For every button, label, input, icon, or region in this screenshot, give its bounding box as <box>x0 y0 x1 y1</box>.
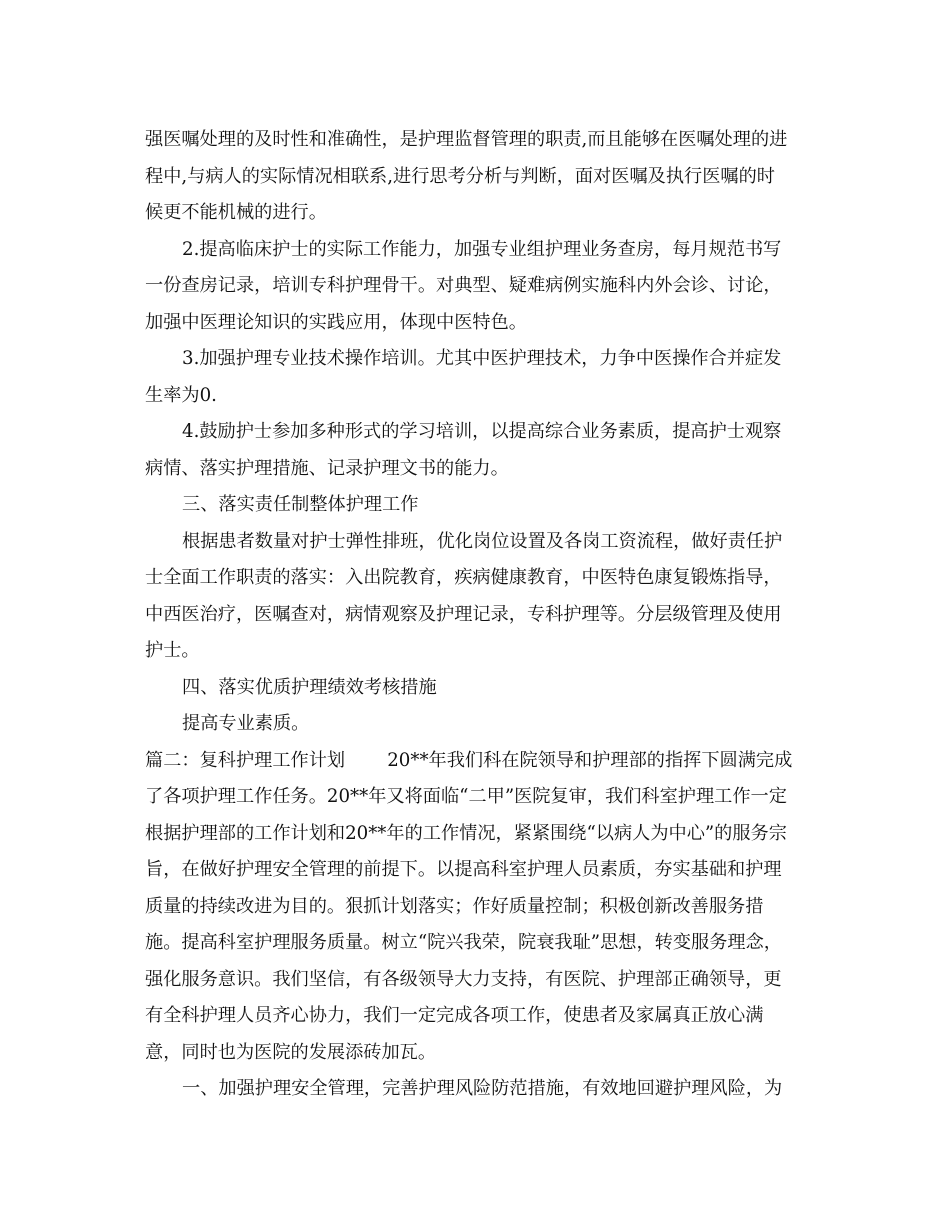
text-line: 强医嘱处理的及时性和准确性，是护理监督管理的职责,而且能够在医嘱处理的进 <box>145 129 788 150</box>
text-line: 了各项护理工作任务。20**年又将面临“二甲”医院复审，我们科室护理工作一定 <box>145 786 787 807</box>
text-line: 根据患者数量对护士弹性排班，优化岗位设置及各岗工资流程，做好责任护 <box>182 530 783 552</box>
text-line: 一份查房记录，培训专科护理骨干。对典型、疑难病例实施科内外会诊、讨论， <box>145 275 782 296</box>
text-line: 施。提高科室护理服务质量。树立“院兴我荣，院衰我耻”思想，转变服务理念， <box>145 932 782 953</box>
text-line: 中西医治疗，医嘱查对，病情观察及护理记录，专科护理等。分层级管理及使用 <box>145 603 782 625</box>
text-line: 有全科护理人员齐心协力，我们一定完成各项工作，使患者及家属真正放心满 <box>145 1005 764 1026</box>
text-line: 4.鼓励护士参加多种形式的学习培训，以提高综合业务素质，提高护士观察 <box>182 421 782 442</box>
text-line: 2.提高临床护士的实际工作能力，加强专业组护理业务查房，每月规范书写 <box>182 238 782 260</box>
text-line: 意，同时也为医院的发展添砖加瓦。 <box>145 1041 437 1063</box>
text-line: 旨，在做好护理安全管理的前提下。以提高科室护理人员素质，夯实基础和护理 <box>145 859 782 880</box>
text-line: 病情、落实护理措施、记录护理文书的能力。 <box>145 457 509 479</box>
text-line: 四、落实优质护理绩效考核措施 <box>182 676 437 698</box>
text-line: 士全面工作职责的落实：入出院教育，疾病健康教育，中医特色康复锻炼指导， <box>145 567 782 588</box>
document-body <box>145 122 810 1108</box>
text-line: 加强中医理论知识的实践应用，体现中医特色。 <box>145 311 527 333</box>
text-line: 强化服务意识。我们坚信，有各级领导大力支持，有医院、护理部正确领导，更 <box>145 968 782 990</box>
text-line: 护士。 <box>145 640 200 661</box>
text-line: 3.加强护理专业技术操作培训。尤其中医护理技术，力争中医操作合并症发 <box>182 348 782 369</box>
text-line: 三、落实责任制整体护理工作 <box>182 494 419 515</box>
text-line: 篇二：复科护理工作计划 20**年我们科在院领导和护理部的指挥下圆满完成 <box>145 749 793 771</box>
text-line: 程中,与病人的实际情况相联系,进行思考分析与判断，面对医嘱及执行医嘱的时 <box>145 165 775 187</box>
text-line: 生率为0. <box>145 384 217 406</box>
text-line: 质量的持续改进为目的。狠抓计划落实；作好质量控制；积极创新改善服务措 <box>145 895 764 917</box>
text-line: 提高专业素质。 <box>182 713 310 734</box>
text-line: 候更不能机械的进行。 <box>145 202 327 223</box>
text-line: 根据护理部的工作计划和20**年的工作情况，紧紧围绕“以病人为中心”的服务宗 <box>145 822 787 844</box>
text-line: 一、加强护理安全管理，完善护理风险防范措施，有效地回避护理风险，为 <box>182 1078 783 1099</box>
